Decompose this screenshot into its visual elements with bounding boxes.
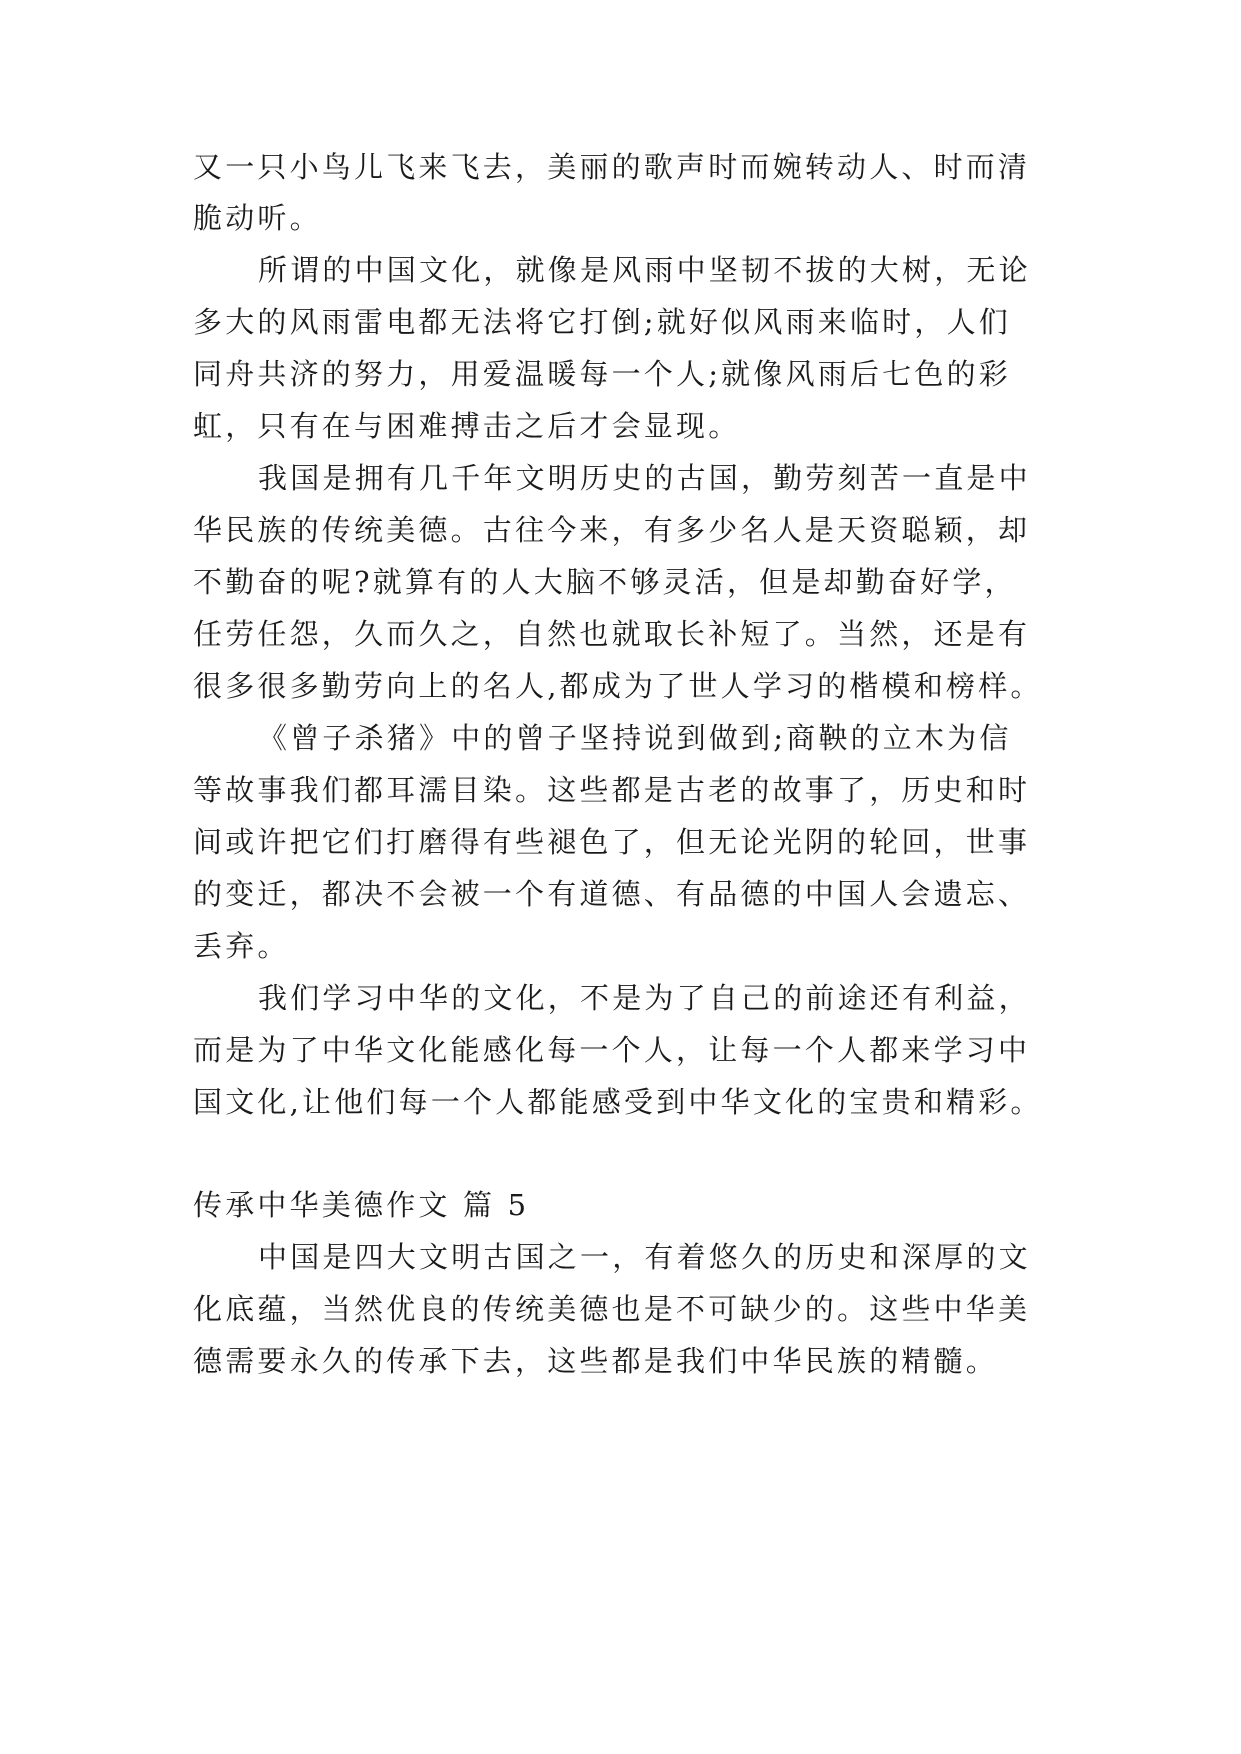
text-line: 中国是四大文明古国之一，有着悠久的历史和深厚的文 xyxy=(258,1240,1031,1274)
text-line: 等故事我们都耳濡目染。这些都是古老的故事了，历史和时 xyxy=(193,773,1031,807)
text-line: 德需要永久的传承下去，这些都是我们中华民族的精髓。 xyxy=(193,1344,999,1378)
text-line: 间或许把它们打磨得有些褪色了，但无论光阴的轮回，世事 xyxy=(193,825,1031,859)
text-line: 的变迁，都决不会被一个有道德、有品德的中国人会遗忘、 xyxy=(193,877,1031,911)
text-line: 化底蕴，当然优良的传统美德也是不可缺少的。这些中华美 xyxy=(193,1292,1031,1326)
text-line: 脆动听。 xyxy=(193,201,322,235)
text-line: 我国是拥有几千年文明历史的古国，勤劳刻苦一直是中 xyxy=(258,461,1031,495)
text-line: 国文化,让他们每一个人都能感受到中华文化的宝贵和精彩。 xyxy=(193,1085,1043,1119)
text-line: 《曾子杀猪》中的曾子坚持说到做到;商鞅的立木为信 xyxy=(258,721,1012,755)
text-line: 所谓的中国文化，就像是风雨中坚韧不拔的大树，无论 xyxy=(258,253,1031,287)
text-line: 丢弃。 xyxy=(193,929,290,963)
text-line: 又一只小鸟儿飞来飞去，美丽的歌声时而婉转动人、时而清 xyxy=(193,150,1031,184)
text-line: 而是为了中华文化能感化每一个人，让每一个人都来学习中 xyxy=(193,1033,1031,1067)
text-line: 多大的风雨雷电都无法将它打倒;就好似风雨来临时，人们 xyxy=(193,305,1011,339)
text-line: 虹，只有在与困难搏击之后才会显现。 xyxy=(193,409,741,443)
section-heading: 传承中华美德作文 篇 5 xyxy=(193,1188,530,1222)
text-line: 我们学习中华的文化，不是为了自己的前途还有利益， xyxy=(258,981,1031,1015)
text-line: 华民族的传统美德。古往今来，有多少名人是天资聪颖，却 xyxy=(193,513,1031,547)
text-line: 任劳任怨，久而久之，自然也就取长补短了。当然，还是有 xyxy=(193,617,1031,651)
text-line: 很多很多勤劳向上的名人,都成为了世人学习的楷模和榜样。 xyxy=(193,669,1043,703)
text-line: 不勤奋的呢?就算有的人大脑不够灵活，但是却勤奋好学， xyxy=(193,565,1017,599)
text-line: 同舟共济的努力，用爱温暖每一个人;就像风雨后七色的彩 xyxy=(193,357,1011,391)
